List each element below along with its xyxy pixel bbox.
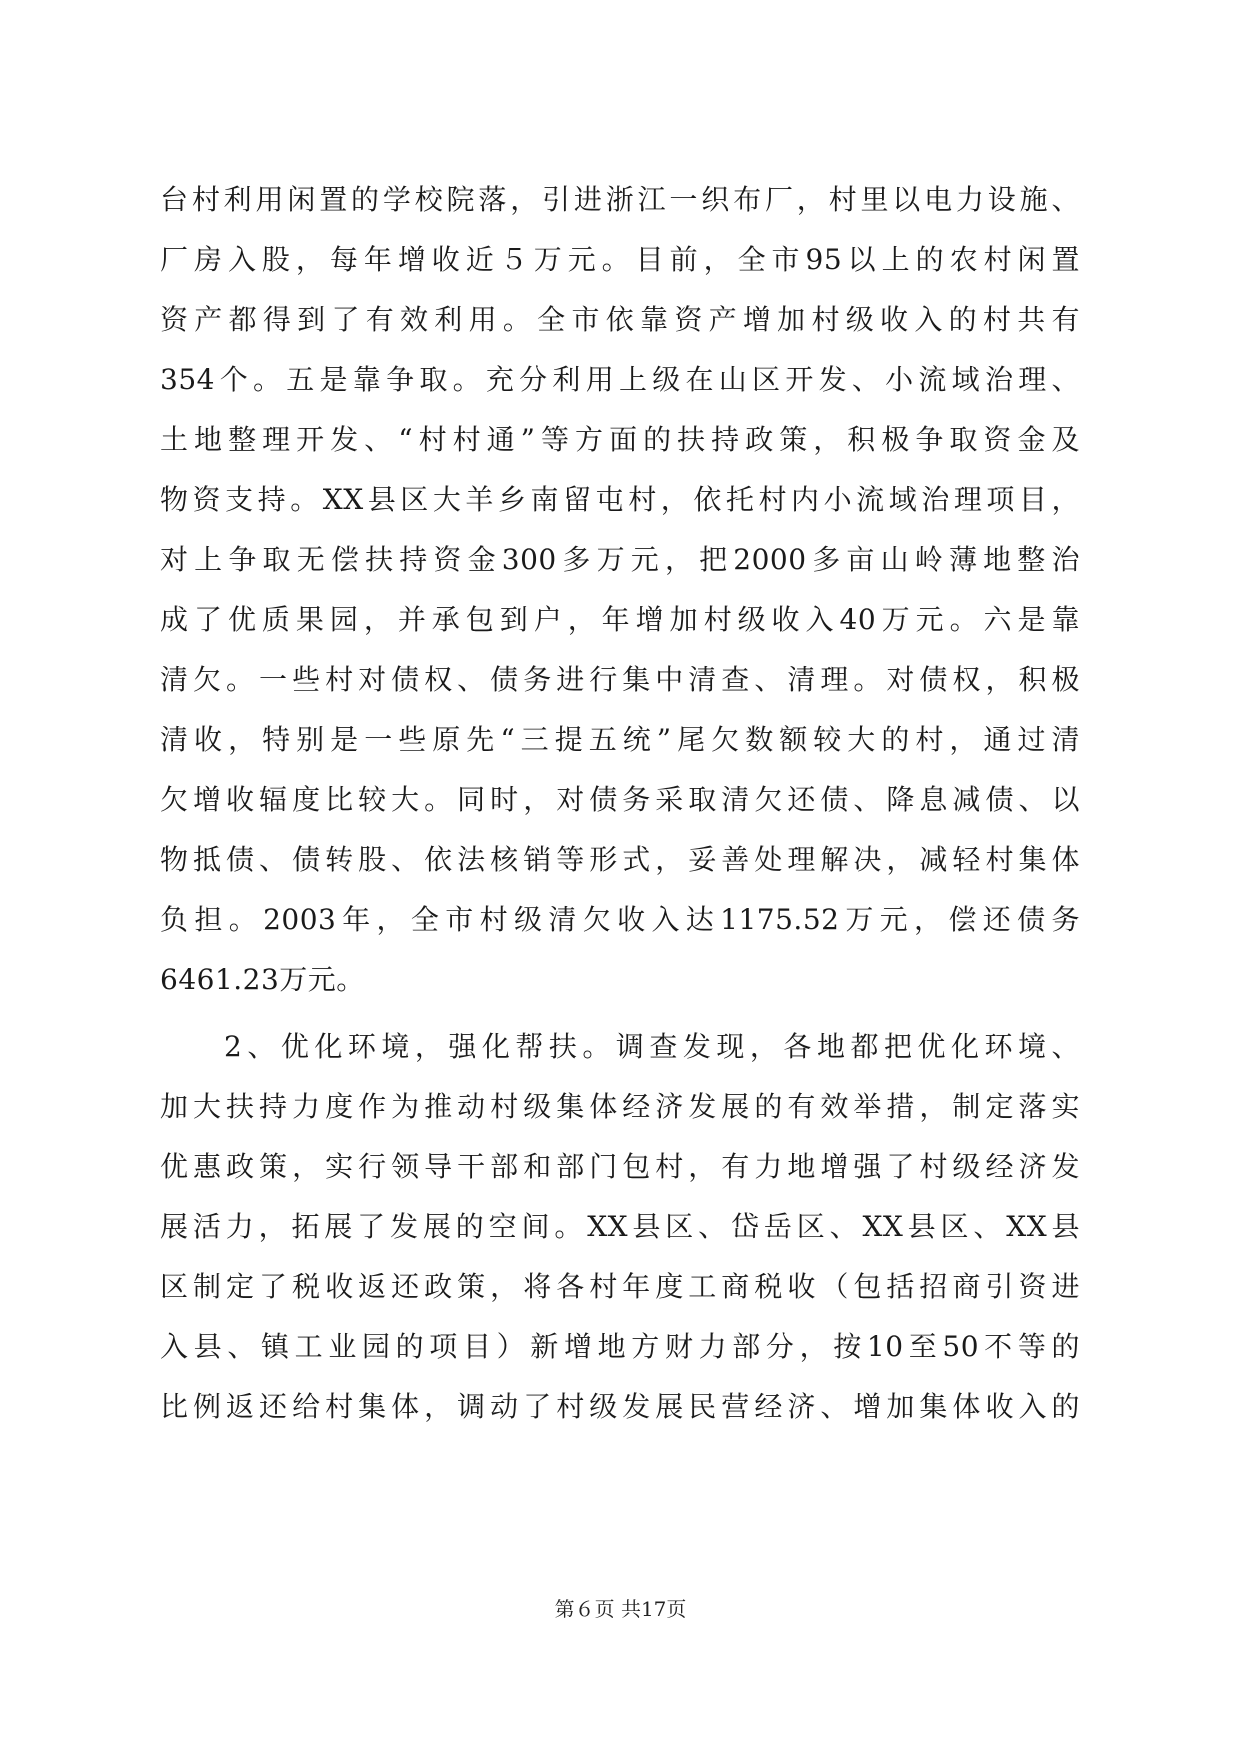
text-line: 厂房入股，每年增收近５万元。目前，全市95以上的农村闲置 [160, 243, 1080, 276]
text-line: 土地整理开发、“村村通”等方面的扶持政策，积极争取资金及 [160, 423, 1080, 456]
text-line: 台村利用闲置的学校院落，引进浙江一织布厂，村里以电力设施、 [160, 183, 1080, 216]
text-line: 比例返还给村集体，调动了村级发展民营经济、增加集体收入的 [160, 1390, 1080, 1423]
paragraph-1 [160, 170, 1080, 1010]
text-line: 清收，特别是一些原先“三提五统”尾欠数额较大的村，通过清 [160, 723, 1080, 756]
text-line: 354个。五是靠争取。充分利用上级在山区开发、小流域治理、 [160, 363, 1080, 396]
text-line: 物抵债、债转股、依法核销等形式，妥善处理解决，减轻村集体 [160, 843, 1080, 876]
text-line: 资产都得到了有效利用。全市依靠资产增加村级收入的村共有 [160, 303, 1080, 336]
paragraph-gap [160, 1010, 1080, 1017]
text-line: 2、优化环境，强化帮扶。调查发现，各地都把优化环境、 [224, 1030, 1080, 1063]
text-line: 6461.23万元。 [160, 963, 365, 996]
text-line: 区制定了税收返还政策，将各村年度工商税收（包括招商引资进 [160, 1270, 1080, 1303]
text-line: 加大扶持力度作为推动村级集体经济发展的有效举措，制定落实 [160, 1090, 1080, 1123]
text-line: 欠增收辐度比较大。同时，对债务采取清欠还债、降息减债、以 [160, 783, 1080, 816]
text-line: 优惠政策，实行领导干部和部门包村，有力地增强了村级经济发 [160, 1150, 1080, 1183]
text-line: 物资支持。XX县区大羊乡南留屯村，依托村内小流域治理项目， [160, 483, 1080, 516]
text-line: 清欠。一些村对债权、债务进行集中清查、清理。对债权，积极 [160, 663, 1080, 696]
text-line: 成了优质果园，并承包到户，年增加村级收入40万元。六是靠 [160, 603, 1080, 636]
paragraph-2 [160, 1017, 1080, 1437]
text-line: 展活力，拓展了发展的空间。XX县区、岱岳区、XX县区、XX县 [160, 1210, 1080, 1243]
text-line: 负担。2003年，全市村级清欠收入达1175.52万元，偿还债务 [160, 903, 1080, 936]
text-line: 入县、镇工业园的项目）新增地方财力部分，按10至50不等的 [160, 1330, 1080, 1363]
body-text [160, 170, 1080, 1437]
text-line: 对上争取无偿扶持资金300多万元，把2000多亩山岭薄地整治 [160, 543, 1080, 576]
page-number-footer: 第６页 共17页 [554, 1597, 687, 1621]
